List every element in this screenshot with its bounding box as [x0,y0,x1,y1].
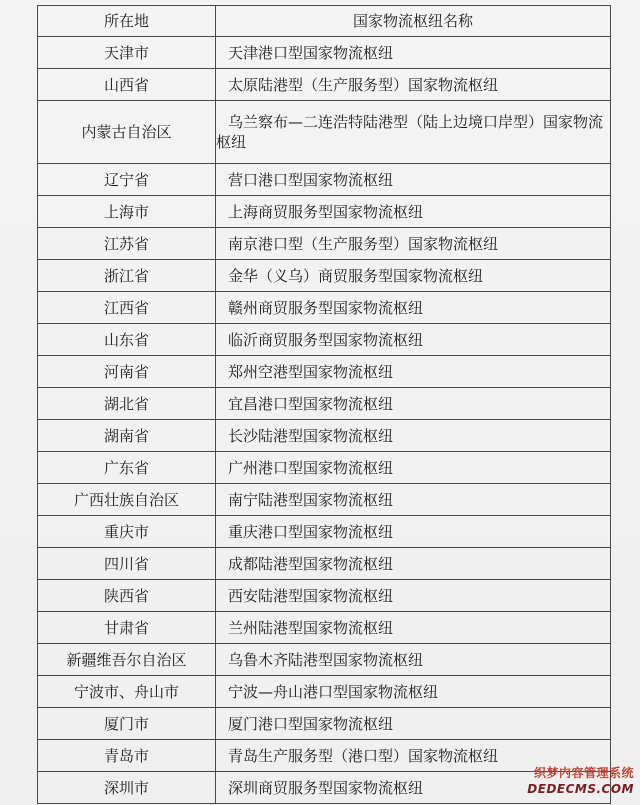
hub-name-cell: 南宁陆港型国家物流枢纽 [216,484,611,516]
table-row [38,548,611,580]
table-row [38,676,611,708]
header-region: 所在地 [38,6,216,37]
region-cell: 新疆维吾尔自治区 [38,644,216,676]
region-cell: 湖北省 [38,388,216,420]
table-row [38,516,611,548]
hub-name-cell: 厦门港口型国家物流枢纽 [216,708,611,740]
table-row [38,772,611,804]
region-cell: 广西壮族自治区 [38,484,216,516]
region-cell: 宁波市、舟山市 [38,676,216,708]
hub-name-cell: 兰州陆港型国家物流枢纽 [216,612,611,644]
table-row [38,292,611,324]
region-cell: 辽宁省 [38,164,216,196]
table-row [38,644,611,676]
region-cell: 厦门市 [38,708,216,740]
table-row [38,356,611,388]
table-row [38,708,611,740]
hub-name-cell: 天津港口型国家物流枢纽 [216,37,611,69]
table-row [38,101,611,164]
region-cell: 江苏省 [38,228,216,260]
table-header-row [38,6,611,37]
region-cell: 陕西省 [38,580,216,612]
header-hub-name: 国家物流枢纽名称 [216,6,611,37]
hub-name-cell: 西安陆港型国家物流枢纽 [216,580,611,612]
hub-name-cell: 宁波—舟山港口型国家物流枢纽 [216,676,611,708]
watermark-text: 织梦内容管理系统 [533,766,634,780]
hub-name-cell: 乌鲁木齐陆港型国家物流枢纽 [216,644,611,676]
hub-name-cell: 成都陆港型国家物流枢纽 [216,548,611,580]
hub-name-cell: 赣州商贸服务型国家物流枢纽 [216,292,611,324]
table-row [38,324,611,356]
region-cell: 广东省 [38,452,216,484]
hub-name-cell: 营口港口型国家物流枢纽 [216,164,611,196]
hub-name-cell: 长沙陆港型国家物流枢纽 [216,420,611,452]
hub-name-cell: 太原陆港型（生产服务型）国家物流枢纽 [216,69,611,101]
table-body [38,37,611,804]
table-row [38,164,611,196]
region-cell: 山东省 [38,324,216,356]
hub-name-cell: 临沂商贸服务型国家物流枢纽 [216,324,611,356]
table-row [38,69,611,101]
region-cell: 青岛市 [38,740,216,772]
table-row [38,740,611,772]
hub-name-cell: 郑州空港型国家物流枢纽 [216,356,611,388]
region-cell: 上海市 [38,196,216,228]
region-cell: 浙江省 [38,260,216,292]
hub-name-cell: 重庆港口型国家物流枢纽 [216,516,611,548]
hub-name-cell: 金华（义乌）商贸服务型国家物流枢纽 [216,260,611,292]
table-row [38,388,611,420]
table-row [38,580,611,612]
table-row [38,452,611,484]
hub-name-cell: 广州港口型国家物流枢纽 [216,452,611,484]
table-row [38,228,611,260]
hub-name-cell: 深圳商贸服务型国家物流枢纽 [216,772,611,804]
table-row [38,37,611,69]
region-cell: 甘肃省 [38,612,216,644]
hub-name-cell: 青岛生产服务型（港口型）国家物流枢纽 [216,740,611,772]
table-row [38,260,611,292]
region-cell: 内蒙古自治区 [38,101,216,164]
region-cell: 江西省 [38,292,216,324]
hub-name-cell: 宜昌港口型国家物流枢纽 [216,388,611,420]
logistics-hub-table [37,5,611,804]
region-cell: 深圳市 [38,772,216,804]
hub-name-cell: 南京港口型（生产服务型）国家物流枢纽 [216,228,611,260]
region-cell: 湖南省 [38,420,216,452]
region-cell: 天津市 [38,37,216,69]
table-row [38,196,611,228]
watermark-domain: DEDECMS.COM [527,782,634,796]
hub-name-cell: 乌兰察布—二连浩特陆港型（陆上边境口岸型）国家物流枢纽 [216,101,611,164]
hub-name-cell: 上海商贸服务型国家物流枢纽 [216,196,611,228]
region-cell: 四川省 [38,548,216,580]
region-cell: 山西省 [38,69,216,101]
table-row [38,484,611,516]
table-row [38,612,611,644]
region-cell: 重庆市 [38,516,216,548]
table-row [38,420,611,452]
region-cell: 河南省 [38,356,216,388]
site-watermark [526,765,634,801]
